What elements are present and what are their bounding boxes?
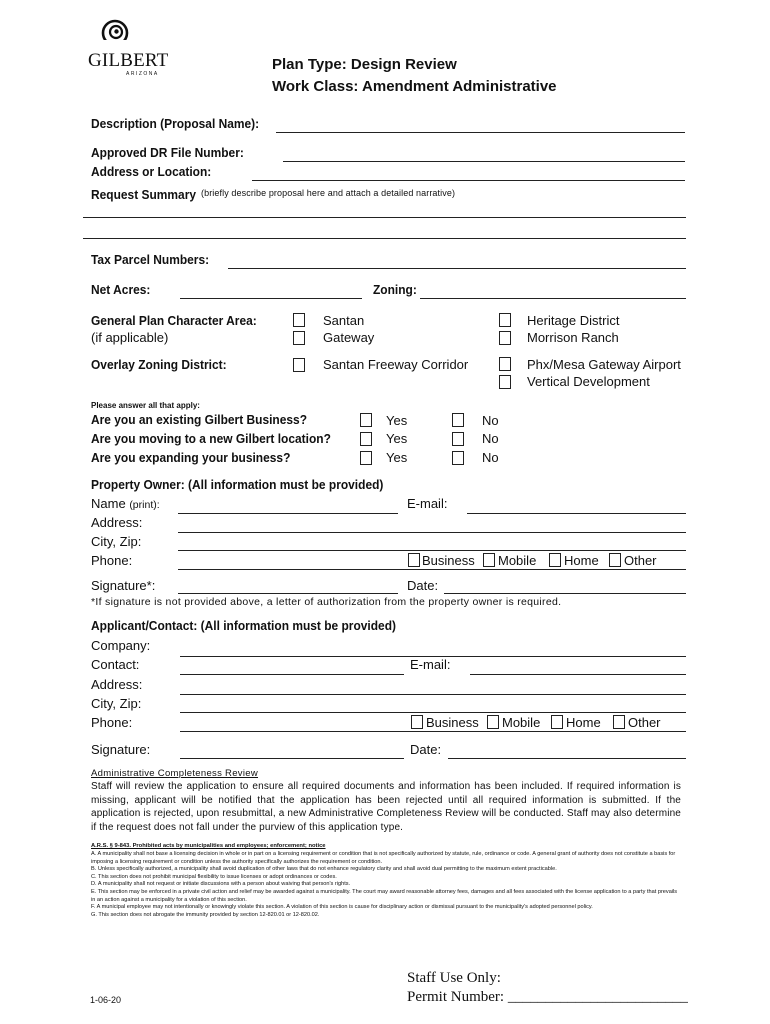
applicant-signature-field[interactable] bbox=[180, 758, 404, 759]
approved-dr-field[interactable] bbox=[283, 161, 685, 162]
q3-no-checkbox[interactable] bbox=[452, 451, 464, 465]
owner-other-checkbox[interactable] bbox=[609, 553, 621, 567]
morrison-ranch-label: Morrison Ranch bbox=[527, 330, 619, 345]
overlay-label: Overlay Zoning District: bbox=[91, 357, 227, 372]
applicant-email-label: E-mail: bbox=[410, 657, 451, 672]
santan-label: Santan bbox=[323, 313, 365, 328]
questions-intro: Please answer all that apply: bbox=[91, 401, 200, 410]
q3-yes-label: Yes bbox=[386, 450, 408, 465]
phx-mesa-gateway-checkbox[interactable] bbox=[499, 357, 511, 371]
statute-item: C. This section does not prohibit municipal flexibility to issue licenses or adopt ordinances or codes. bbox=[91, 873, 337, 880]
owner-signature-note: *If signature is not provided above, a letter of authorization from the property owner is required. bbox=[91, 596, 562, 608]
applicant-phone-label: Phone: bbox=[91, 715, 133, 730]
request-summary-line-1[interactable] bbox=[83, 217, 686, 218]
applicant-home-label: Home bbox=[566, 715, 601, 730]
zoning-field[interactable] bbox=[420, 298, 686, 299]
applicant-signature-label: Signature: bbox=[91, 742, 151, 757]
general-plan-sub: (if applicable) bbox=[91, 330, 169, 345]
owner-name-field[interactable] bbox=[178, 513, 398, 514]
q3-no-label: No bbox=[482, 450, 499, 465]
logo-sub: ARIZONA bbox=[126, 71, 159, 77]
statute-heading: A.R.S. § 9-843. Prohibited acts by municipalities and employees; enforcement; notice bbox=[91, 843, 326, 849]
owner-mobile-label: Mobile bbox=[498, 553, 537, 568]
net-acres-label: Net Acres: bbox=[91, 282, 151, 297]
applicant-address-field[interactable] bbox=[180, 694, 686, 695]
gateway-checkbox[interactable] bbox=[293, 331, 305, 345]
applicant-phone-field[interactable] bbox=[180, 731, 686, 732]
tax-parcel-label: Tax Parcel Numbers: bbox=[91, 252, 210, 267]
owner-name-label bbox=[91, 496, 160, 511]
q2-no-checkbox[interactable] bbox=[452, 432, 464, 446]
applicant-other-label: Other bbox=[628, 715, 661, 730]
applicant-heading: Applicant/Contact: (All information must be provided) bbox=[91, 618, 396, 633]
zoning-label: Zoning: bbox=[373, 282, 417, 297]
owner-date-field[interactable] bbox=[444, 593, 686, 594]
general-plan-label: General Plan Character Area: bbox=[91, 313, 257, 328]
review-heading: Administrative Completeness Review bbox=[91, 768, 259, 779]
request-summary-hint: (briefly describe proposal here and attach a detailed narrative) bbox=[201, 188, 456, 198]
vertical-development-label: Vertical Development bbox=[527, 374, 650, 389]
approved-dr-label: Approved DR File Number: bbox=[91, 145, 244, 160]
q1-yes-checkbox[interactable] bbox=[360, 413, 372, 427]
review-body: Staff will review the application to ensure all required documents and information has been included. If required information is missing, applicant will be notified that the application has been rejected until all required information is submitted. If the application is rejected, upon resubmittal, a new Administrative Completeness Review will be conducted. Staff may also determine if the request does not fall under the purview of this application type. bbox=[91, 781, 681, 833]
address-location-label: Address or Location: bbox=[91, 164, 212, 179]
owner-city-zip-label: City, Zip: bbox=[91, 534, 142, 549]
owner-email-label: E-mail: bbox=[407, 496, 448, 511]
statute-item: F. A municipal employee may not intentionally or knowingly violate this section. A violation of this section is cause for disciplinary action or dismissal pursuant to the municipality's adopted personnel policy. bbox=[91, 904, 593, 911]
q1-no-checkbox[interactable] bbox=[452, 413, 464, 427]
owner-business-checkbox[interactable] bbox=[408, 553, 420, 567]
statute-list bbox=[91, 851, 681, 919]
owner-address-label: Address: bbox=[91, 515, 143, 530]
plan-type: Plan Type: Design Review bbox=[272, 56, 457, 73]
applicant-date-field[interactable] bbox=[448, 758, 686, 759]
permit-number[interactable]: Permit Number: ________________________ bbox=[407, 989, 688, 1005]
owner-home-checkbox[interactable] bbox=[549, 553, 561, 567]
applicant-contact-label: Contact: bbox=[91, 657, 140, 672]
heritage-district-checkbox[interactable] bbox=[499, 313, 511, 327]
gateway-label: Gateway bbox=[323, 330, 375, 345]
owner-phone-field[interactable] bbox=[178, 569, 686, 570]
applicant-address-label: Address: bbox=[91, 677, 143, 692]
date-code: 1-06-20 bbox=[90, 995, 122, 1005]
owner-home-label: Home bbox=[564, 553, 599, 568]
q2-yes-checkbox[interactable] bbox=[360, 432, 372, 446]
applicant-company-label: Company: bbox=[91, 638, 151, 653]
net-acres-field[interactable] bbox=[180, 298, 362, 299]
owner-address-field[interactable] bbox=[178, 532, 686, 533]
q2-no-label: No bbox=[482, 431, 499, 446]
owner-name-text: Name bbox=[91, 496, 126, 511]
santan-checkbox[interactable] bbox=[293, 313, 305, 327]
request-summary-line-2[interactable] bbox=[83, 238, 686, 239]
owner-signature-label: Signature*: bbox=[91, 578, 156, 593]
applicant-mobile-checkbox[interactable] bbox=[487, 715, 499, 729]
address-location-field[interactable] bbox=[252, 180, 685, 181]
tax-parcel-field[interactable] bbox=[228, 268, 686, 269]
q3-yes-checkbox[interactable] bbox=[360, 451, 372, 465]
question-moving-location: Are you moving to a new Gilbert location? bbox=[91, 431, 331, 446]
applicant-email-field[interactable] bbox=[470, 674, 686, 675]
owner-city-zip-field[interactable] bbox=[178, 550, 686, 551]
owner-phone-label: Phone: bbox=[91, 553, 133, 568]
owner-signature-field[interactable] bbox=[178, 593, 398, 594]
statute-item: G. This section does not abrogate the immunity provided by section 12-820.01 or 12-820.02. bbox=[91, 911, 320, 918]
statute-item: A. A municipality shall not base a licensing decision in whole or in part on a licensing requirement or condition that is not specifically authorized by statute, rule, ordinance or code. A general grant of authority does not constitute a basis for imposing a licensing requirement or condition unless the authority specifically authorizes the requirement or condition. bbox=[91, 851, 676, 865]
santan-freeway-checkbox[interactable] bbox=[293, 358, 305, 372]
request-summary-label: Request Summary bbox=[91, 187, 197, 202]
statute-item: E. This section may be enforced in a private civil action and relief may be awarded against a municipality. The court may award reasonable attorney fees, damages and all fees associated with the license application to a party that prevails in an action against a municipality for a violation of this section. bbox=[91, 888, 678, 903]
request-summary bbox=[91, 186, 456, 204]
applicant-city-zip-field[interactable] bbox=[180, 712, 686, 713]
owner-date-label: Date: bbox=[407, 578, 439, 593]
statute-item: B. Unless specifically authorized, a municipality shall avoid duplication of other laws that do not enhance regulatory clarity and shall avoid dual permitting to the maximum extent practicable. bbox=[91, 866, 557, 873]
gilbert-logo bbox=[88, 14, 178, 76]
applicant-home-checkbox[interactable] bbox=[551, 715, 563, 729]
work-class: Work Class: Amendment Administrative bbox=[272, 78, 557, 95]
morrison-ranch-checkbox[interactable] bbox=[499, 331, 511, 345]
applicant-date-label: Date: bbox=[410, 742, 442, 757]
applicant-contact-field[interactable] bbox=[180, 674, 404, 675]
owner-business-label: Business bbox=[422, 553, 475, 568]
vertical-development-checkbox[interactable] bbox=[499, 375, 511, 389]
phx-mesa-gateway-label: Phx/Mesa Gateway Airport bbox=[527, 357, 681, 372]
owner-heading: Property Owner: (All information must be provided) bbox=[91, 477, 384, 492]
q1-yes-label: Yes bbox=[386, 413, 408, 428]
owner-mobile-checkbox[interactable] bbox=[483, 553, 495, 567]
applicant-business-checkbox[interactable] bbox=[411, 715, 423, 729]
description-field[interactable] bbox=[276, 132, 685, 133]
q1-no-label: No bbox=[482, 413, 499, 428]
q2-yes-label: Yes bbox=[386, 431, 408, 446]
statute-item: D. A municipality shall not request or initiate discussions with a person about waiving that person's rights. bbox=[91, 881, 351, 888]
applicant-other-checkbox[interactable] bbox=[613, 715, 625, 729]
question-expanding-business: Are you expanding your business? bbox=[91, 450, 291, 465]
owner-other-label: Other bbox=[624, 553, 657, 568]
heritage-district-label: Heritage District bbox=[527, 313, 620, 328]
staff-use-label: Staff Use Only: bbox=[407, 970, 501, 986]
question-existing-business: Are you an existing Gilbert Business? bbox=[91, 412, 307, 427]
applicant-mobile-label: Mobile bbox=[502, 715, 541, 730]
applicant-city-zip-label: City, Zip: bbox=[91, 696, 142, 711]
applicant-business-label: Business bbox=[426, 715, 479, 730]
owner-print-text: (print): bbox=[129, 499, 160, 511]
gilbert-emblem-icon bbox=[88, 14, 178, 54]
owner-email-field[interactable] bbox=[467, 513, 686, 514]
description-label: Description (Proposal Name): bbox=[91, 116, 260, 131]
santan-freeway-label: Santan Freeway Corridor bbox=[323, 357, 469, 372]
logo-name: GILBERT bbox=[88, 50, 169, 71]
